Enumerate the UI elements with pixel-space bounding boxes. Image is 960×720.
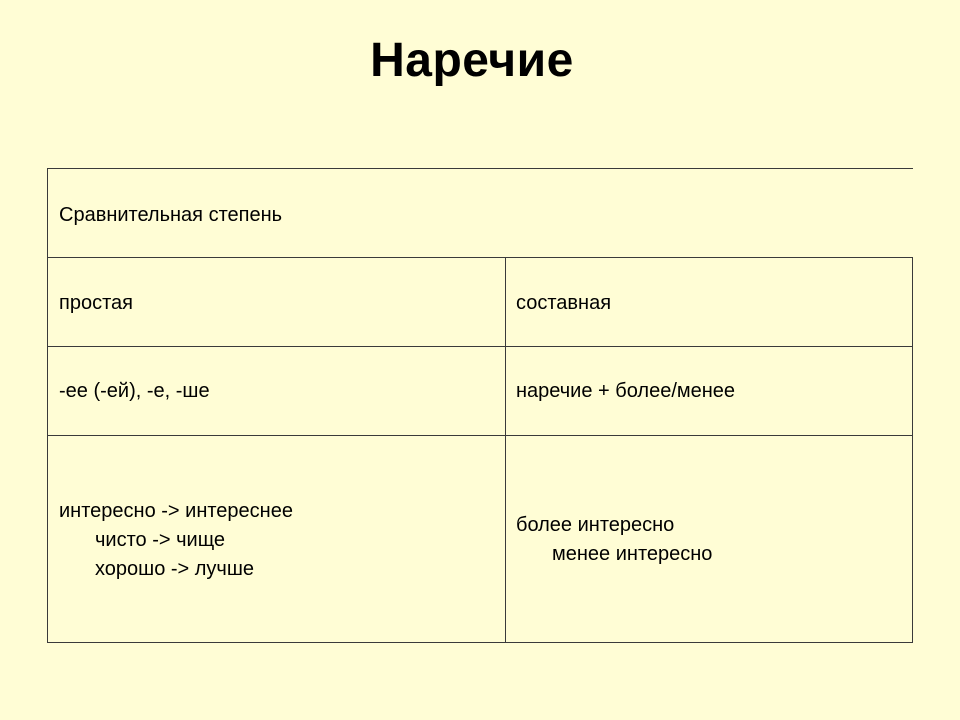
endings-row-divider: [47, 435, 913, 436]
header-row-divider: [47, 257, 913, 258]
compound-example-line: более интересно: [516, 514, 675, 536]
compound-formula-cell: наречие + более/менее: [516, 380, 736, 402]
slide-title: Наречие: [370, 34, 574, 87]
simple-examples-cell: [59, 497, 293, 584]
simple-example-line: чисто -> чище: [95, 529, 226, 551]
compound-examples-cell: [516, 511, 712, 569]
table-left-border: [47, 168, 48, 643]
column-simple-label: простая: [59, 292, 133, 314]
table-right-border: [912, 257, 913, 643]
column-compound-label: составная: [516, 292, 612, 314]
simple-example-line: хорошо -> лучше: [95, 558, 255, 580]
compound-example-line: менее интересно: [552, 543, 713, 565]
comparative-degree-table: [47, 168, 913, 643]
column-divider: [505, 257, 506, 643]
type-row-divider: [47, 346, 913, 347]
table-top-border: [47, 168, 913, 169]
simple-example-line: интересно -> интереснее: [59, 500, 293, 522]
simple-endings-cell: -ее (-ей), -е, -ше: [59, 380, 210, 402]
table-bottom-border: [47, 642, 913, 643]
table-header-cell: Сравнительная степень: [59, 204, 283, 226]
